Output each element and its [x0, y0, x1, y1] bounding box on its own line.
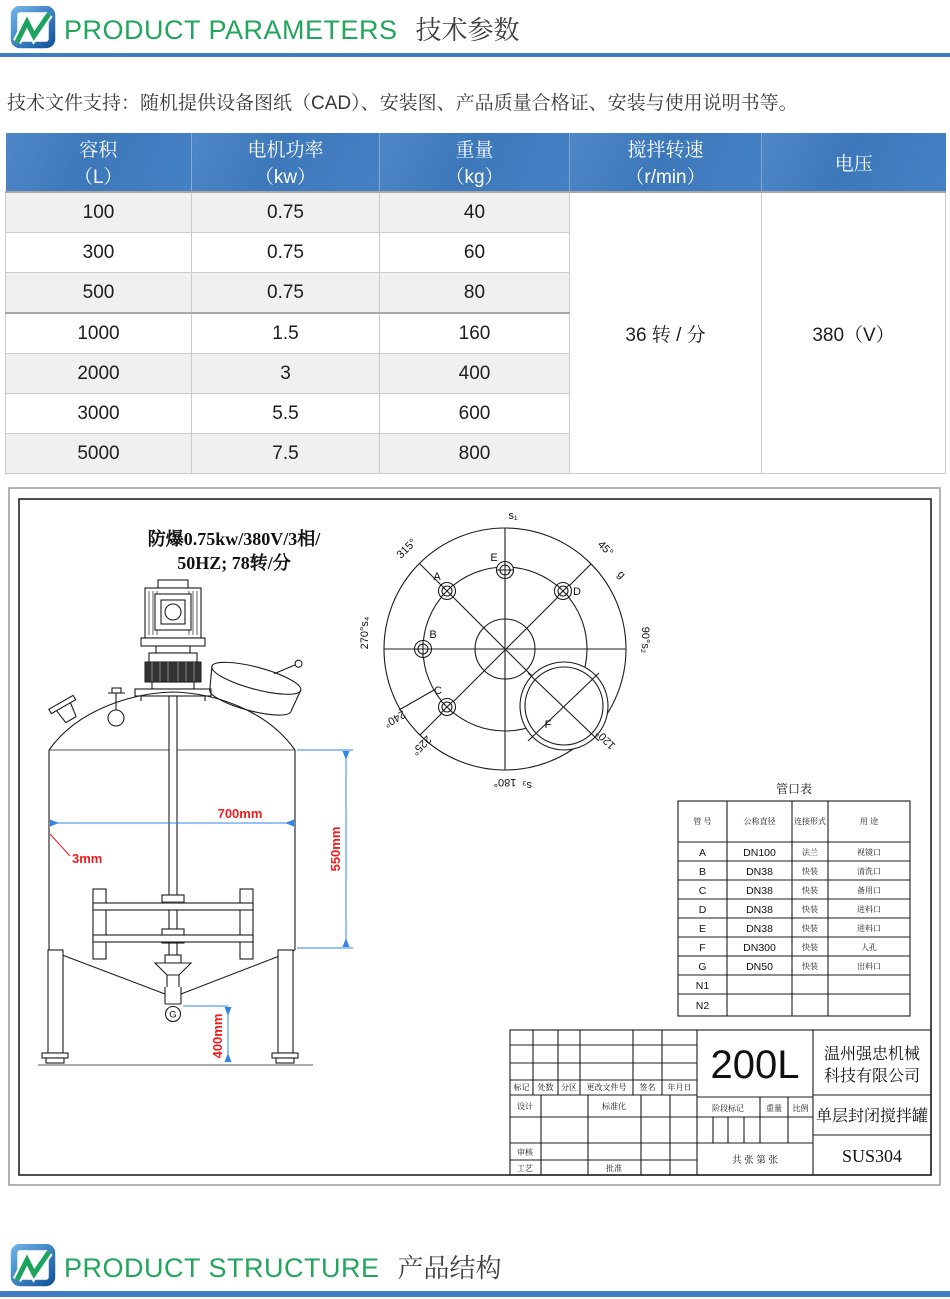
svg-text:DN38: DN38	[746, 866, 773, 878]
plan-label-270: 270°s₄	[359, 616, 371, 650]
cad-drawing	[8, 487, 941, 1187]
svg-text:进料口: 进料口	[857, 924, 881, 933]
nozzle-B-symbol	[414, 640, 432, 658]
plan-label-B: B	[429, 629, 437, 641]
svg-text:DN300: DN300	[743, 942, 776, 954]
plan-label-D: D	[573, 586, 581, 598]
nozzle-col-dn: 公称直径	[743, 817, 776, 826]
cell-weight: 40	[380, 192, 570, 233]
cell-weight: 60	[380, 233, 570, 273]
cell-weight: 800	[380, 434, 570, 474]
nozzle-row-N1	[696, 980, 710, 992]
plan-label-F: F	[544, 719, 552, 731]
col-header-speed: 搅拌转速 （r/min）	[570, 133, 762, 192]
svg-text:清洗口: 清洗口	[857, 867, 881, 876]
col-header-weight: 重量 （kg）	[380, 133, 570, 192]
cell-weight: 80	[380, 273, 570, 314]
plan-label-s1: s₁	[508, 510, 518, 522]
tb-col-sign: 签名	[639, 1083, 656, 1092]
svg-text:快装: 快装	[802, 867, 818, 876]
tank-plan-view	[359, 510, 651, 791]
section-title-en: PRODUCT PARAMETERS	[64, 15, 398, 45]
nozzle-row-C	[699, 885, 881, 897]
svg-text:N1: N1	[695, 980, 710, 992]
svg-text:DN38: DN38	[746, 904, 773, 916]
footer-divider-line	[0, 1291, 950, 1297]
nozzle-row-B	[699, 866, 881, 878]
plan-label-240: 240°	[381, 707, 408, 730]
dim-height: 550mm	[328, 826, 343, 872]
nozzle-row-N2	[696, 1000, 710, 1012]
tb-material: SUS304	[841, 1146, 903, 1166]
plan-label-120: 120°	[593, 726, 619, 752]
plan-label-315: 315°	[394, 536, 420, 562]
nozzle-row-D	[699, 904, 881, 916]
svg-text:视镜口: 视镜口	[857, 848, 881, 857]
svg-text:快装: 快装	[802, 886, 818, 895]
cell-volume: 1000	[6, 313, 192, 354]
sight-valve	[108, 688, 125, 726]
plan-label-g: g	[614, 568, 628, 582]
plan-label-180: 180°	[493, 776, 517, 788]
svg-text:E: E	[698, 923, 707, 935]
tb-volume: 200L	[710, 1043, 800, 1087]
tb-standard: 标准化	[602, 1102, 626, 1111]
svg-text:DN100: DN100	[743, 847, 776, 859]
tb-col-docno: 更改文件号	[586, 1083, 627, 1092]
tb-approve: 批准	[606, 1164, 622, 1173]
col-header-volume: 容积 （L）	[6, 133, 192, 192]
nozzle-table	[678, 782, 910, 1016]
nozzle-col-use: 用 途	[859, 817, 879, 826]
cell-volume: 2000	[6, 354, 192, 394]
table-row	[6, 192, 946, 233]
svg-text:G: G	[698, 961, 707, 973]
motor-spec-line1: 防爆0.75kw/380V/3相/	[147, 529, 321, 549]
svg-text:快装: 快装	[802, 962, 818, 971]
nozzle-E-symbol	[496, 561, 514, 579]
plan-label-A: A	[433, 571, 441, 583]
cell-power: 5.5	[192, 394, 380, 434]
tb-design: 设计	[517, 1102, 533, 1111]
nozzle-A-symbol	[439, 583, 456, 600]
tb-col-count: 处数	[537, 1083, 554, 1092]
tb-company-line2: 科技有限公司	[823, 1068, 921, 1085]
cell-volume: 5000	[6, 434, 192, 474]
cell-power: 3	[192, 354, 380, 394]
tb-scale: 比例	[792, 1104, 809, 1113]
section-title-en: PRODUCT STRUCTURE	[64, 1253, 380, 1283]
plan-label-225: 225°	[408, 732, 434, 758]
parameters-table-header	[6, 133, 946, 192]
cell-stir-speed: 36 转 / 分	[570, 192, 762, 474]
plan-label-45: 45°	[594, 538, 616, 560]
tb-col-date: 年月日	[667, 1083, 692, 1092]
svg-text:出料口: 出料口	[857, 962, 881, 971]
svg-text:人孔: 人孔	[861, 943, 877, 952]
svg-text:F: F	[699, 942, 706, 954]
cell-weight: 600	[380, 394, 570, 434]
cell-weight: 160	[380, 313, 570, 354]
plan-label-E: E	[490, 552, 498, 564]
svg-text:备用口: 备用口	[857, 886, 881, 895]
svg-text:快装: 快装	[802, 943, 818, 952]
tb-product: 单层封闭搅拌罐	[815, 1108, 929, 1125]
nozzle-C-symbol	[439, 699, 456, 716]
nozzle-table-title: 管口表	[775, 782, 813, 796]
section-header-parameters	[0, 4, 950, 56]
cell-power: 0.75	[192, 192, 380, 233]
header-divider-line	[0, 53, 950, 57]
motor-spec-line2: 50HZ; 78转/分	[177, 553, 291, 573]
tb-col-zone: 分区	[561, 1083, 577, 1092]
tb-col-mark: 标记	[513, 1083, 530, 1092]
col-header-power: 电机功率 （kw）	[192, 133, 380, 192]
nozzle-row-F	[699, 942, 877, 954]
tb-audit: 审核	[517, 1148, 533, 1157]
bottom-port-label: G	[169, 1009, 177, 1021]
manhole-lid	[203, 639, 308, 722]
svg-text:A: A	[698, 847, 707, 859]
nozzle-row-A	[699, 847, 881, 859]
nozzle-row-G	[698, 961, 881, 973]
tb-company-line1: 温州强忠机械	[823, 1046, 921, 1063]
svg-text:B: B	[698, 866, 707, 878]
nozzle-D-symbol	[555, 583, 572, 600]
cell-power: 1.5	[192, 313, 380, 354]
dim-width: 700mm	[217, 806, 263, 821]
svg-text:C: C	[698, 885, 707, 897]
cell-volume: 100	[6, 192, 192, 233]
cell-volume: 300	[6, 233, 192, 273]
cell-volume: 500	[6, 273, 192, 314]
tb-weight: 重量	[766, 1104, 782, 1113]
nozzle-col-conn: 连接形式	[794, 817, 826, 826]
svg-text:进料口: 进料口	[857, 905, 881, 914]
tb-craft: 工艺	[517, 1164, 533, 1173]
parameters-table	[5, 133, 946, 474]
cell-power: 7.5	[192, 434, 380, 474]
dim-leg-height: 400mm	[210, 1013, 225, 1059]
section-title	[64, 1248, 502, 1285]
cell-volume: 3000	[6, 394, 192, 434]
tb-sheet: 共 张 第 张	[732, 1155, 778, 1166]
col-header-voltage: 电压	[762, 133, 946, 192]
plan-label-C: C	[434, 685, 442, 697]
section-title-zh: 产品结构	[397, 1253, 502, 1283]
tech-support-note: 技术文件支持：随机提供设备图纸（CAD）、安装图、产品质量合格证、安装与使用说明书等。	[7, 93, 798, 114]
nozzle-row-E	[699, 923, 881, 935]
cell-weight: 400	[380, 354, 570, 394]
svg-text:D: D	[698, 904, 707, 916]
brand-logo-icon	[10, 6, 58, 52]
cell-voltage: 380（V）	[762, 192, 946, 474]
plan-label-s3: s₃	[522, 779, 532, 791]
svg-text:N2: N2	[695, 1000, 710, 1012]
svg-text:快装: 快装	[802, 924, 818, 933]
brand-logo-icon	[10, 1244, 58, 1290]
plan-label-90: 90°s₂	[639, 626, 651, 654]
cell-power: 0.75	[192, 273, 380, 314]
svg-text:DN38: DN38	[746, 885, 773, 897]
dim-wall: 3mm	[72, 851, 103, 866]
title-block	[510, 1030, 931, 1175]
tb-stage: 阶段标记	[712, 1104, 744, 1113]
cell-power: 0.75	[192, 233, 380, 273]
section-title	[64, 10, 520, 47]
svg-text:快装: 快装	[802, 905, 818, 914]
svg-text:DN50: DN50	[746, 961, 773, 973]
section-header-structure	[0, 1242, 950, 1294]
svg-text:DN38: DN38	[746, 923, 773, 935]
nozzle-col-id: 管 号	[693, 817, 712, 826]
svg-text:法兰: 法兰	[802, 848, 818, 857]
section-title-zh: 技术参数	[415, 15, 520, 45]
